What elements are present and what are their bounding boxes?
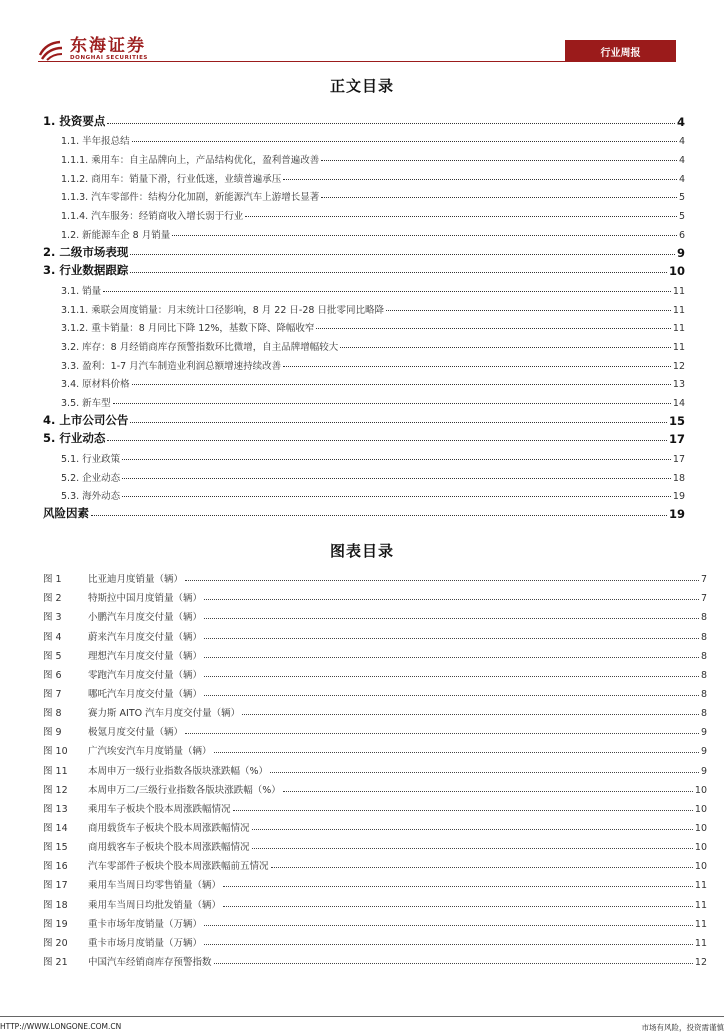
figure-page: 9	[701, 766, 707, 777]
figure-caption: 乘用车当周日均批发销量（辆）	[88, 897, 221, 911]
figure-list-title: 图表目录	[0, 540, 724, 561]
figure-caption: 比亚迪月度销量（辆）	[88, 571, 183, 585]
figure-entry[interactable]	[43, 834, 707, 853]
figure-number: 图 8	[43, 705, 88, 719]
figure-entry[interactable]	[43, 891, 707, 910]
dot-leader	[386, 310, 671, 311]
figure-entry[interactable]	[43, 681, 707, 700]
dot-leader	[283, 791, 693, 792]
dot-leader	[122, 496, 671, 497]
dot-leader	[185, 580, 699, 581]
toc-entry[interactable]	[43, 110, 685, 129]
dot-leader	[283, 179, 677, 180]
figure-entry[interactable]	[43, 719, 707, 738]
figure-caption: 商用载客车子板块个股本周涨跌幅情况	[88, 839, 250, 853]
figure-caption: 零跑汽车月度交付量（辆）	[88, 667, 202, 681]
toc-entry[interactable]	[43, 390, 685, 409]
footer-divider	[0, 1016, 724, 1017]
dot-leader	[316, 328, 670, 329]
figure-number: 图 11	[43, 763, 88, 777]
figure-entry[interactable]	[43, 911, 707, 930]
dot-leader	[107, 123, 675, 124]
toc-entry-page: 10	[669, 264, 685, 278]
figure-page: 11	[695, 900, 707, 911]
figure-page: 8	[701, 651, 707, 662]
toc-entry-page: 18	[673, 473, 685, 484]
dot-leader	[185, 733, 699, 734]
dot-leader	[113, 403, 671, 404]
figure-caption: 赛力斯 AITO 汽车月度交付量（辆）	[88, 705, 240, 719]
page-header	[0, 0, 724, 70]
toc-entry-page: 17	[673, 454, 685, 465]
dot-leader	[204, 618, 699, 619]
toc-entry-title: 风险因素	[43, 505, 89, 521]
toc-entry-title: 3. 行业数据跟踪	[43, 262, 128, 278]
dot-leader	[107, 440, 667, 441]
figure-page: 12	[695, 957, 707, 968]
toc-entry-title: 5.2. 企业动态	[61, 470, 120, 484]
toc-entry-page: 5	[679, 192, 685, 203]
dot-leader	[270, 772, 699, 773]
toc-entry-title: 1.1.4. 汽车服务：经销商收入增长弱于行业	[61, 208, 243, 222]
figure-entry[interactable]	[43, 643, 707, 662]
figure-page: 10	[695, 861, 707, 872]
dot-leader	[223, 906, 693, 907]
dot-leader	[103, 291, 671, 292]
toc-entry-page: 4	[679, 136, 685, 147]
figure-entry[interactable]	[43, 566, 707, 585]
toc-entry-page: 13	[673, 379, 685, 390]
dot-leader	[233, 810, 693, 811]
toc-entry[interactable]	[43, 222, 685, 241]
figure-caption: 小鹏汽车月度交付量（辆）	[88, 609, 202, 623]
figure-number: 图 19	[43, 916, 88, 930]
toc-entry-title: 1.1. 半年报总结	[61, 133, 130, 147]
dot-leader	[223, 886, 693, 887]
dot-leader	[252, 848, 693, 849]
figure-caption: 蔚来汽车月度交付量（辆）	[88, 629, 202, 643]
figure-page: 8	[701, 670, 707, 681]
dot-leader	[204, 925, 693, 926]
toc-entry-title: 4. 上市公司公告	[43, 412, 128, 428]
figure-page: 11	[695, 880, 707, 891]
dot-leader	[283, 366, 671, 367]
figure-number: 图 20	[43, 935, 88, 949]
dot-leader	[122, 459, 671, 460]
dot-leader	[340, 347, 671, 348]
figure-caption: 极氪月度交付量（辆）	[88, 724, 183, 738]
toc-entry[interactable]	[43, 409, 685, 428]
toc-entry-page: 11	[673, 323, 685, 334]
toc-entry-page: 19	[669, 507, 685, 521]
toc-entry-title: 3.3. 盈利：1-7 月汽车制造业利润总额增速持续改善	[61, 358, 281, 372]
figure-caption: 重卡市场月度销量（万辆）	[88, 935, 202, 949]
toc-entry-page: 17	[669, 432, 685, 446]
logo-emblem-icon	[38, 39, 64, 61]
figure-entry[interactable]	[43, 700, 707, 719]
figure-entry[interactable]	[43, 777, 707, 796]
dot-leader	[204, 695, 699, 696]
toc-entry-page: 5	[679, 211, 685, 222]
figure-page: 11	[695, 938, 707, 949]
toc-entry[interactable]	[43, 129, 685, 148]
figure-number: 图 15	[43, 839, 88, 853]
dot-leader	[132, 384, 671, 385]
figure-caption: 乘用车子板块个股本周涨跌幅情况	[88, 801, 231, 815]
figure-entry[interactable]	[43, 930, 707, 949]
toc-entry[interactable]	[43, 502, 685, 521]
dot-leader	[214, 752, 699, 753]
figure-page: 9	[701, 746, 707, 757]
toc-entry[interactable]	[43, 372, 685, 391]
toc-entry-title: 3.4. 原材料价格	[61, 376, 130, 390]
figure-entry[interactable]	[43, 949, 707, 968]
figure-caption: 理想汽车月度交付量（辆）	[88, 648, 202, 662]
figure-number: 图 6	[43, 667, 88, 681]
figure-caption: 中国汽车经销商库存预警指数	[88, 954, 212, 968]
logo-chinese-name: 东海证券	[70, 37, 148, 55]
figure-caption: 广汽埃安汽车月度销量（辆）	[88, 743, 212, 757]
toc-entry-title: 1.1.2. 商用车：销量下滑，行业低迷，业绩普遍承压	[61, 171, 281, 185]
figure-page: 10	[695, 823, 707, 834]
figure-number: 图 5	[43, 648, 88, 662]
dot-leader	[204, 676, 699, 677]
toc-entry-page: 11	[673, 342, 685, 353]
figure-page: 10	[695, 842, 707, 853]
toc-entry[interactable]	[43, 147, 685, 166]
toc-entry-page: 4	[677, 115, 685, 129]
figure-entry[interactable]	[43, 815, 707, 834]
figure-caption: 重卡市场年度销量（万辆）	[88, 916, 202, 930]
toc-entry-title: 3.1.1. 乘联会周度销量：月末统计口径影响，8 月 22 日-28 日批零同比略降	[61, 302, 384, 316]
figure-number: 图 14	[43, 820, 88, 834]
toc-entry-page: 9	[677, 246, 685, 260]
dot-leader	[130, 272, 667, 273]
toc-entry-page: 11	[673, 305, 685, 316]
figure-page: 8	[701, 612, 707, 623]
toc-entry[interactable]	[43, 297, 685, 316]
figure-number: 图 7	[43, 686, 88, 700]
figure-page: 9	[701, 727, 707, 738]
toc-entry-title: 1.2. 新能源车企 8 月销量	[61, 227, 170, 241]
figure-page: 8	[701, 632, 707, 643]
figure-number: 图 18	[43, 897, 88, 911]
figure-entry[interactable]	[43, 623, 707, 642]
toc-entry[interactable]	[43, 465, 685, 484]
dot-leader	[172, 235, 677, 236]
figure-number: 图 2	[43, 590, 88, 604]
figure-page: 8	[701, 689, 707, 700]
figure-number: 图 9	[43, 724, 88, 738]
header-divider	[38, 61, 676, 62]
toc-entry-page: 12	[673, 361, 685, 372]
figure-caption: 乘用车当周日均零售销量（辆）	[88, 877, 221, 891]
dot-leader	[214, 963, 693, 964]
dot-leader	[204, 944, 693, 945]
figure-number: 图 12	[43, 782, 88, 796]
toc-entry[interactable]	[43, 241, 685, 260]
dot-leader	[242, 714, 699, 715]
toc-entry[interactable]	[43, 353, 685, 372]
figure-entry[interactable]	[43, 738, 707, 757]
figure-entry[interactable]	[43, 796, 707, 815]
figure-number: 图 4	[43, 629, 88, 643]
figure-entry[interactable]	[43, 872, 707, 891]
dot-leader	[204, 599, 699, 600]
toc-entry-title: 3.1.2. 重卡销量：8 月同比下降 12%，基数下降、降幅收窄	[61, 320, 314, 334]
toc-entry[interactable]	[43, 260, 685, 279]
toc-entry-page: 19	[673, 491, 685, 502]
toc-entry-page: 11	[673, 286, 685, 297]
toc-entry-title: 3.1. 销量	[61, 283, 101, 297]
dot-leader	[204, 657, 699, 658]
figure-page: 8	[701, 708, 707, 719]
toc-title: 正文目录	[0, 75, 724, 96]
dot-leader	[122, 478, 671, 479]
figure-entry[interactable]	[43, 604, 707, 623]
report-type-badge: 行业周报	[565, 40, 676, 62]
figure-caption: 特斯拉中国月度销量（辆）	[88, 590, 202, 604]
table-of-contents	[43, 110, 685, 521]
toc-entry-title: 3.2. 库存：8 月经销商库存预警指数环比微增，自主品牌增幅较大	[61, 339, 338, 353]
dot-leader	[132, 141, 677, 142]
figure-number: 图 17	[43, 877, 88, 891]
footer-website[interactable]: HTTP://WWW.LONGONE.COM.CN	[0, 1022, 121, 1031]
dot-leader	[204, 638, 699, 639]
figure-entry[interactable]	[43, 853, 707, 872]
logo-english-name: DONGHAI SECURITIES	[70, 55, 148, 62]
figure-list	[43, 566, 707, 968]
dot-leader	[252, 829, 693, 830]
toc-entry-title: 1.1.1. 乘用车：自主品牌向上，产品结构优化，盈利普遍改善	[61, 152, 319, 166]
figure-page: 10	[695, 804, 707, 815]
toc-entry-title: 5. 行业动态	[43, 430, 105, 446]
toc-entry-page: 14	[673, 398, 685, 409]
toc-entry[interactable]	[43, 278, 685, 297]
figure-number: 图 16	[43, 858, 88, 872]
dot-leader	[91, 515, 667, 516]
dot-leader	[130, 254, 675, 255]
figure-entry[interactable]	[43, 757, 707, 776]
toc-entry-title: 1.1.3. 汽车零部件：结构分化加剧，新能源汽车上游增长显著	[61, 189, 319, 203]
toc-entry-title: 1. 投资要点	[43, 113, 105, 129]
figure-number: 图 13	[43, 801, 88, 815]
toc-entry-page: 4	[679, 155, 685, 166]
figure-caption: 哪吒汽车月度交付量（辆）	[88, 686, 202, 700]
dot-leader	[130, 422, 667, 423]
figure-caption: 本周申万一级行业指数各版块涨跌幅（%）	[88, 763, 268, 777]
toc-entry[interactable]	[43, 316, 685, 335]
figure-number: 图 21	[43, 954, 88, 968]
dot-leader	[321, 160, 677, 161]
toc-entry[interactable]	[43, 185, 685, 204]
toc-entry-title: 3.5. 新车型	[61, 395, 111, 409]
figure-page: 11	[695, 919, 707, 930]
figure-page: 10	[695, 785, 707, 796]
figure-caption: 商用载货车子板块个股本周涨跌幅情况	[88, 820, 250, 834]
toc-entry[interactable]	[43, 334, 685, 353]
dot-leader	[271, 867, 693, 868]
footer-risk-disclaimer: 市场有风险，投资需谨慎	[642, 1022, 724, 1033]
figure-entry[interactable]	[43, 662, 707, 681]
toc-entry[interactable]	[43, 446, 685, 465]
figure-entry[interactable]	[43, 585, 707, 604]
figure-number: 图 1	[43, 571, 88, 585]
company-logo	[38, 37, 148, 62]
figure-caption: 本周申万二/三级行业指数各版块涨跌幅（%）	[88, 782, 281, 796]
figure-page: 7	[701, 574, 707, 585]
toc-entry[interactable]	[43, 203, 685, 222]
toc-entry[interactable]	[43, 428, 685, 447]
toc-entry-page: 15	[669, 414, 685, 428]
toc-entry-title: 5.1. 行业政策	[61, 451, 120, 465]
toc-entry-title: 2. 二级市场表现	[43, 244, 128, 260]
dot-leader	[245, 216, 677, 217]
toc-entry[interactable]	[43, 166, 685, 185]
toc-entry-page: 4	[679, 174, 685, 185]
figure-page: 7	[701, 593, 707, 604]
toc-entry[interactable]	[43, 484, 685, 503]
figure-caption: 汽车零部件子板块个股本周涨跌幅前五情况	[88, 858, 269, 872]
dot-leader	[321, 197, 677, 198]
toc-entry-title: 5.3. 海外动态	[61, 488, 120, 502]
figure-number: 图 3	[43, 609, 88, 623]
figure-number: 图 10	[43, 743, 88, 757]
toc-entry-page: 6	[679, 230, 685, 241]
